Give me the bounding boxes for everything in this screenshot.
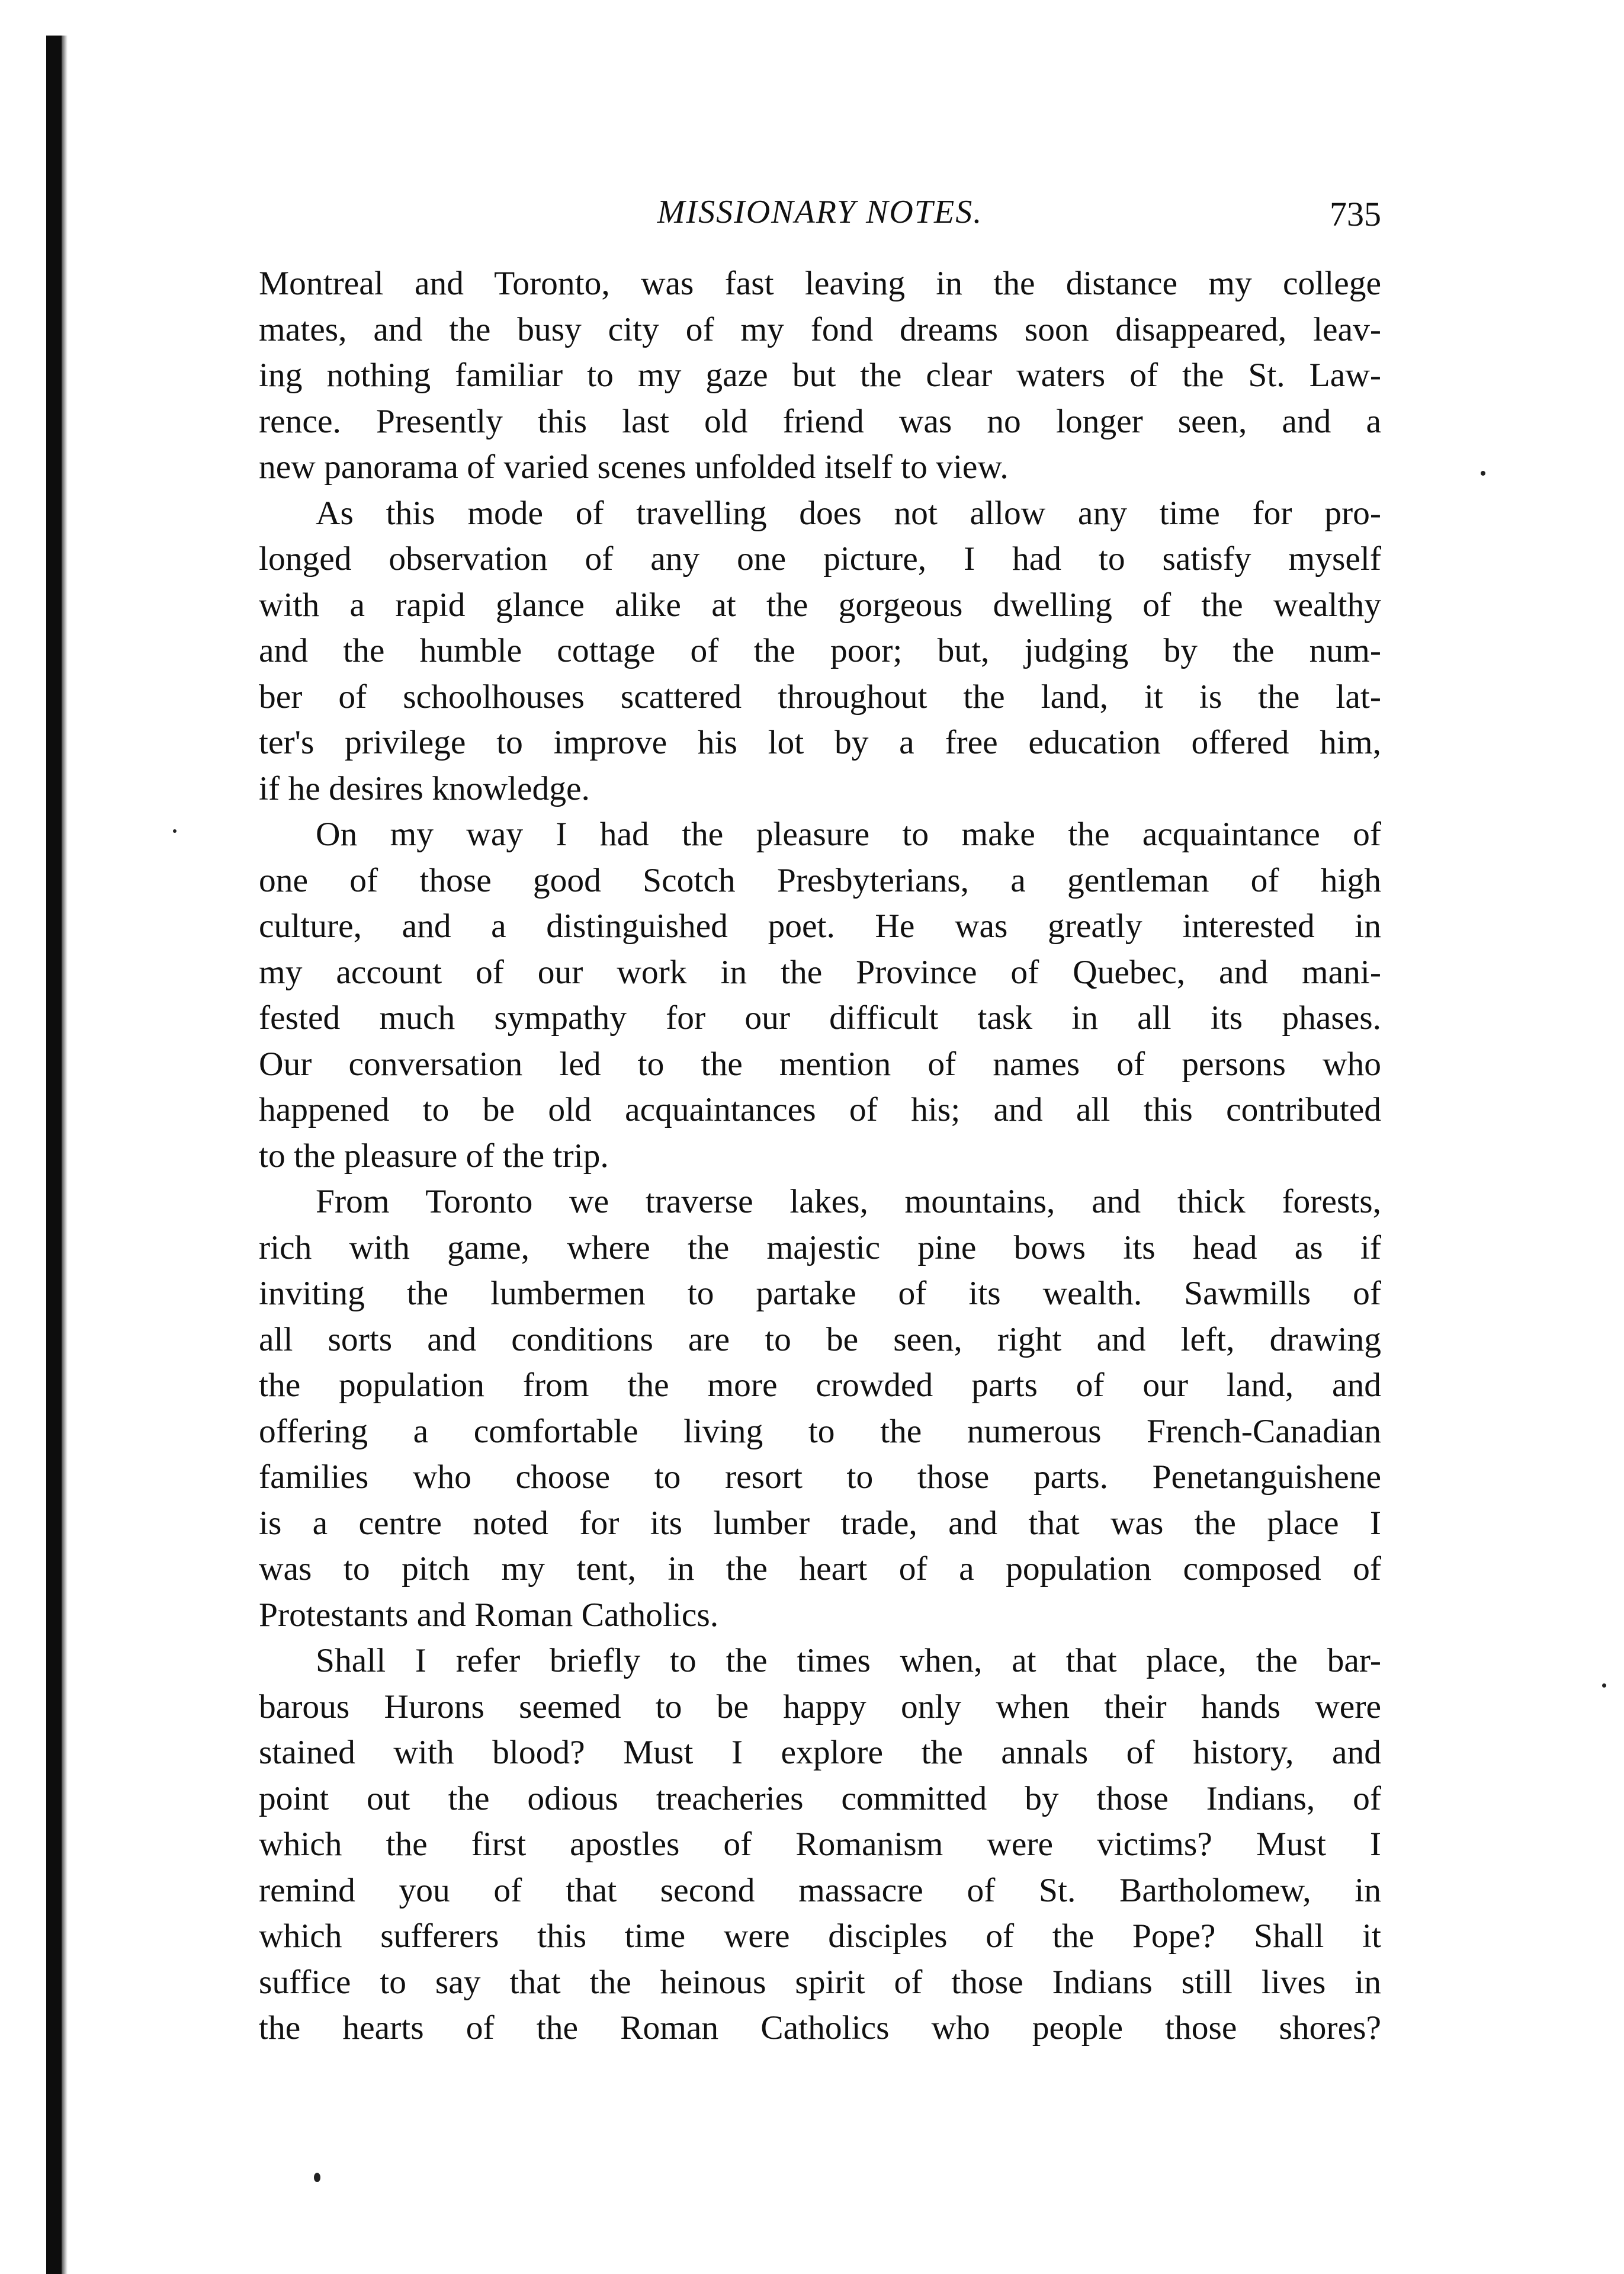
text-line: ing nothing familiar to my gaze but the clear waters of the St. Law-	[259, 357, 1381, 394]
paragraph-first-line: As this mode of travelling does not allow any time for pro-	[316, 494, 1381, 532]
page-number: 735	[1330, 195, 1381, 233]
text-line: Protestants and Roman Catholics.	[259, 1596, 719, 1634]
running-title: MISSIONARY NOTES.	[657, 194, 983, 230]
text-line: rich with game, where the majestic pine bows its head as if	[259, 1229, 1381, 1266]
page-header	[259, 188, 1381, 242]
paragraph-first-line: From Toronto we traverse lakes, mountains, and thick forests,	[316, 1183, 1381, 1220]
scan-speck	[1481, 471, 1485, 476]
text-line: remind you of that second massacre of St. Bartholomew, in	[259, 1871, 1381, 1909]
text-line: ber of schoolhouses scattered throughout the land, it is the lat-	[259, 678, 1381, 716]
text-line: which the first apostles of Romanism were victims? Must I	[259, 1826, 1381, 1863]
text-line: mates, and the busy city of my fond dreams soon disappeared, leav-	[259, 310, 1381, 348]
text-line: inviting the lumbermen to partake of its wealth. Sawmills of	[259, 1275, 1381, 1312]
scan-speck	[173, 829, 176, 833]
text-line: the population from the more crowded parts of our land, and	[259, 1367, 1381, 1404]
text-line: families who choose to resort to those parts. Penetanguishene	[259, 1458, 1381, 1496]
text-line: was to pitch my tent, in the heart of a population composed of	[259, 1550, 1381, 1587]
text-line: one of those good Scotch Presbyterians, a gentleman of high	[259, 861, 1381, 899]
text-line: stained with blood? Must I explore the annals of history, and	[259, 1734, 1381, 1771]
text-line: if he desires knowledge.	[259, 769, 590, 807]
text-line: point out the odious treacheries committed by those Indians, of	[259, 1779, 1381, 1817]
text-line: suffice to say that the heinous spirit of those Indians still lives in	[259, 1963, 1381, 2001]
text-line: to the pleasure of the trip.	[259, 1137, 609, 1175]
text-line: longed observation of any one picture, I had to satisfy myself	[259, 540, 1381, 578]
text-line: with a rapid glance alike at the gorgeous dwelling of the wealthy	[259, 586, 1381, 624]
text-line: rence. Presently this last old friend was no longer seen, and a	[259, 402, 1381, 440]
scan-binding-edge	[46, 36, 62, 2274]
text-line: new panorama of varied scenes unfolded itself to view.	[259, 448, 1009, 486]
scan-edge-shadow	[62, 36, 68, 2274]
scan-speck	[314, 2173, 320, 2182]
text-line: ter's privilege to improve his lot by a free education offered him,	[259, 724, 1381, 761]
text-line: culture, and a distinguished poet. He was greatly interested in	[259, 907, 1381, 945]
paragraph-first-line: Shall I refer briefly to the times when, at that place, the bar-	[316, 1642, 1381, 1679]
text-line: happened to be old acquaintances of his; and all this contributed	[259, 1091, 1381, 1128]
text-line: all sorts and conditions are to be seen, right and left, drawing	[259, 1320, 1381, 1358]
body-text	[259, 261, 1381, 2051]
text-line: barous Hurons seemed to be happy only when their hands were	[259, 1688, 1381, 1725]
paragraph-first-line: On my way I had the pleasure to make the acquaintance of	[316, 816, 1381, 853]
text-line: and the humble cottage of the poor; but, judging by the num-	[259, 632, 1381, 669]
text-line: my account of our work in the Province of Quebec, and mani-	[259, 953, 1381, 991]
text-line: Our conversation led to the mention of names of persons who	[259, 1045, 1381, 1083]
text-line: offering a comfortable living to the numerous French-Canadian	[259, 1412, 1381, 1450]
text-line: is a centre noted for its lumber trade, and that was the place I	[259, 1504, 1381, 1542]
text-line: fested much sympathy for our difficult task in all its phases.	[259, 999, 1381, 1037]
text-line: Montreal and Toronto, was fast leaving in the distance my college	[259, 265, 1381, 302]
scan-speck	[1602, 1683, 1606, 1688]
text-line: which sufferers this time were disciples of the Pope? Shall it	[259, 1917, 1381, 1955]
text-line: the hearts of the Roman Catholics who people those shores?	[259, 2009, 1381, 2047]
